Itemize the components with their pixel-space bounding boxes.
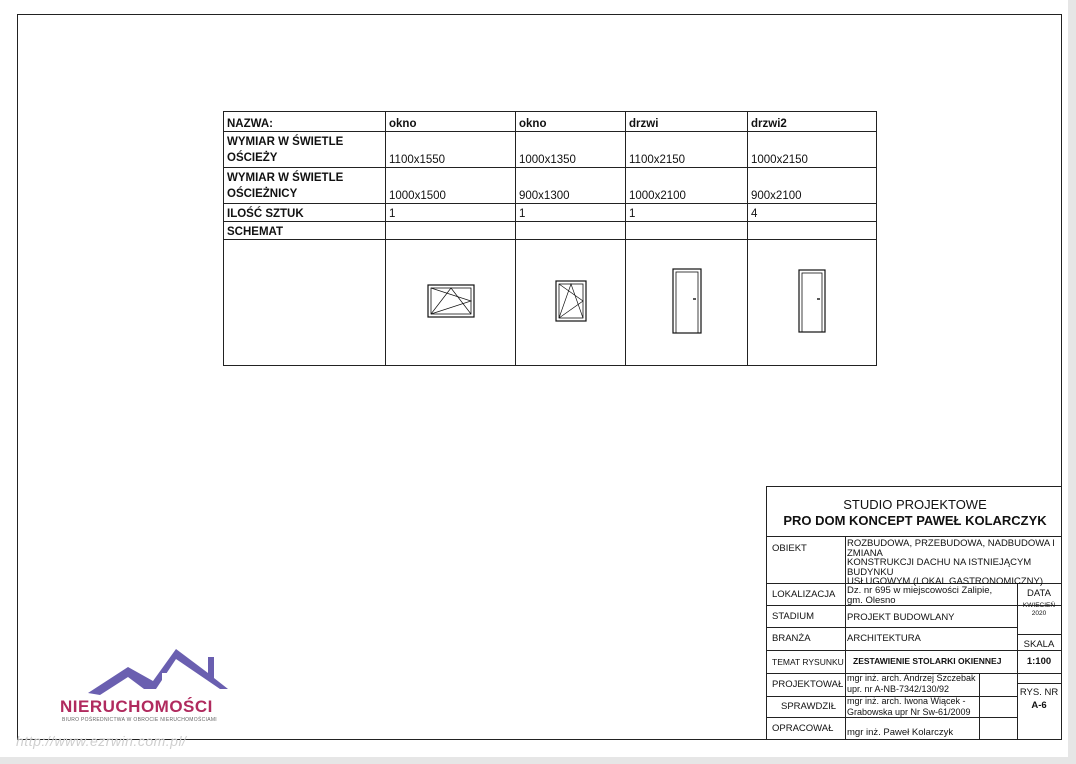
cell-frame-dim: 1000x2100	[626, 168, 748, 204]
logo-tagline: BIURO POŚREDNICTWA W OBROCIE NIERUCHOMOŚCIAMI	[62, 717, 217, 723]
value-opracowal: mgr inż. Paweł Kolarczyk	[847, 727, 954, 738]
logo-name: NIERUCHOMOŚCI	[60, 697, 213, 716]
row-label-line: OŚCIEŻNICY	[227, 188, 298, 200]
cell-frame-dim: 900x2100	[748, 168, 877, 204]
value-sprawdzil	[847, 696, 971, 718]
schema-cell	[386, 240, 516, 366]
label-data: DATA	[1027, 588, 1051, 599]
cell-wall-dim: 1100x1550	[386, 132, 516, 168]
empty-cell	[626, 222, 748, 240]
cell-frame-dim: 1000x1500	[386, 168, 516, 204]
row-label-opening-frame	[224, 168, 386, 204]
row-label-line: WYMIAR W ŚWIETLE	[227, 136, 344, 148]
table-row	[224, 240, 877, 366]
value-data	[1017, 602, 1061, 618]
table-row	[224, 112, 877, 132]
value-line: mgr inż. arch. Andrzej Szczebak	[847, 673, 976, 683]
door-icon	[672, 268, 702, 334]
value-line: gm. Olesno	[847, 594, 896, 606]
cell-count: 4	[748, 204, 877, 222]
joinery-table	[223, 111, 877, 366]
value-obiekt	[847, 539, 1061, 587]
value-rys: A-6	[1031, 700, 1047, 711]
col-name: drzwi	[626, 112, 748, 132]
empty-cell	[516, 222, 626, 240]
table-row	[224, 168, 877, 204]
value-line: KWIECIEŃ	[1022, 602, 1056, 609]
value-line: Dz. nr 695 w miejscowości Zalipie,	[847, 585, 993, 596]
cell-count: 1	[386, 204, 516, 222]
label-lokalizacja: LOKALIZACJA	[772, 589, 836, 600]
label-projektowal: PROJEKTOWAŁ	[772, 679, 844, 690]
window-landscape-icon	[427, 284, 475, 318]
studio-title: STUDIO PROJEKTOWE	[843, 497, 987, 512]
col-name: okno	[386, 112, 516, 132]
value-line: 2020	[1031, 610, 1047, 617]
cell-count: 1	[626, 204, 748, 222]
table-row	[224, 132, 877, 168]
value-line: upr. nr A-NB-7342/130/92	[847, 684, 950, 694]
label-skala: SKALA	[1023, 639, 1055, 650]
label-sprawdzil: SPRAWDZIŁ	[781, 701, 837, 712]
col-name: drzwi2	[748, 112, 877, 132]
cell-frame-dim: 900x1300	[516, 168, 626, 204]
value-line: ROZBUDOWA, PRZEBUDOWA, NADBUDOWA I ZMIANA	[847, 538, 1055, 559]
value-projektowal	[847, 673, 976, 695]
value-skala: 1:100	[1026, 656, 1052, 667]
row-label-line: WYMIAR W ŚWIETLE	[227, 172, 344, 184]
value-temat: ZESTAWIENIE STOLARKI OKIENNEJ	[853, 656, 1002, 666]
row-label-line: OŚCIEŻY	[227, 152, 278, 164]
cell-count: 1	[516, 204, 626, 222]
value-branza: ARCHITEKTURA	[847, 633, 921, 644]
watermark-url: http://www.ezrwin.com.pl/	[16, 733, 187, 749]
empty-cell	[748, 222, 877, 240]
label-temat: TEMAT RYSUNKU	[772, 657, 844, 667]
schema-cell	[516, 240, 626, 366]
value-line: KONSTRUKCJI DACHU NA ISTNIEJĄCYM BUDYNKU	[847, 557, 1032, 578]
value-line: USŁUGOWYM (LOKAL GASTRONOMICZNY)	[847, 576, 1043, 587]
studio-name: PRO DOM KONCEPT PAWEŁ KOLARCZYK	[783, 513, 1047, 528]
value-stadium: PROJEKT BUDOWLANY	[847, 612, 955, 623]
row-label-opening-wall	[224, 132, 386, 168]
empty-cell	[224, 240, 386, 366]
label-opracowal: OPRACOWAŁ	[772, 723, 834, 734]
row-label-schema: SCHEMAT	[224, 222, 386, 240]
table-row	[224, 204, 877, 222]
cell-wall-dim: 1000x2150	[748, 132, 877, 168]
scrollbar-track[interactable]	[1068, 0, 1076, 764]
empty-cell	[386, 222, 516, 240]
value-line: Grabowska upr Nr Sw-61/2009	[847, 707, 971, 717]
label-obiekt: OBIEKT	[772, 543, 807, 554]
col-name: okno	[516, 112, 626, 132]
label-stadium: STADIUM	[772, 611, 815, 622]
row-label-count: ILOŚĆ SZTUK	[224, 204, 386, 222]
title-block	[766, 486, 1062, 740]
label-rys: RYS. NR	[1019, 687, 1059, 698]
table-row	[224, 222, 877, 240]
value-line: mgr inż. arch. Iwona Wiącek -	[847, 696, 966, 706]
schema-cell	[748, 240, 877, 366]
door-icon	[798, 269, 826, 333]
label-branza: BRANŻA	[772, 633, 811, 644]
cell-wall-dim: 1100x2150	[626, 132, 748, 168]
window-portrait-icon	[555, 280, 587, 322]
cell-wall-dim: 1000x1350	[516, 132, 626, 168]
horizontal-scrollbar-track[interactable]	[0, 757, 1076, 764]
value-lokalizacja	[847, 586, 992, 605]
row-label-name: NAZWA:	[224, 112, 386, 132]
schema-cell	[626, 240, 748, 366]
